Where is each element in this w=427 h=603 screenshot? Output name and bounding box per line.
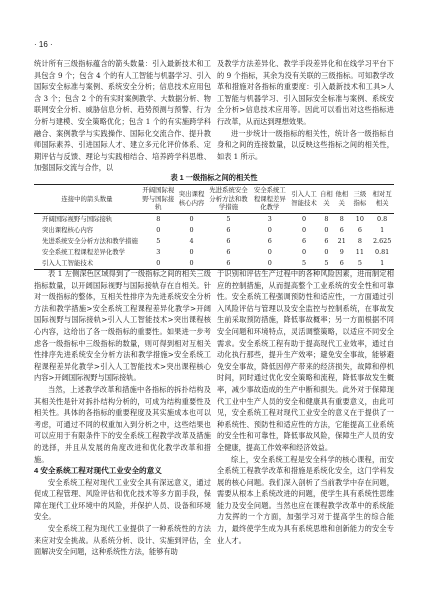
- table-cell: 8: [324, 215, 329, 224]
- table-corner-header: 连接中的箭头数量: [61, 194, 113, 203]
- paragraph: 及教学方法差异化、教学手段差异化和在线学习平台下的 9 个指标，其余为没有关联的三级指标。可知教学改革和措施对各指标的重要度：引入最新技术和工具>人工智能与机器学习、引入国际安全标准与案例、系统安全分析>信息技术应用等。因此可以看出对这些指标进行改革，从而达到理想效果。: [217, 59, 394, 126]
- section-heading: 4 安全系统工程对现代工业安全的意义: [34, 466, 162, 476]
- paragraph: 进一步统计一级指标的相关性，统计各一级指标自身和之间的连接数量，以反映这些指标之间的相关性，如表 1 所示。: [217, 128, 394, 161]
- bottom-left-column: [34, 268, 211, 558]
- table-cell: 1: [380, 226, 385, 235]
- table-cell: 0: [189, 259, 194, 268]
- top-right-column: [217, 58, 394, 162]
- paragraph: 安全系统工程为现代工业提供了一种系统性的方法来应对安全挑战。从系统分析、设计、实施到评估，全面解决安全问题，这种系统性方法，能够有助: [34, 524, 211, 557]
- table-cell: 3: [267, 215, 272, 224]
- table-cell: 0: [156, 226, 161, 235]
- table-cell: 6: [324, 237, 329, 246]
- correlation-table: [34, 184, 394, 270]
- table-header-row: [34, 185, 394, 214]
- row-label: 先进系统安全分析方法和教学措施: [42, 237, 138, 246]
- top-left-column: [34, 58, 211, 174]
- table-cell: 0: [324, 226, 329, 235]
- table-cell: 5: [357, 259, 362, 268]
- table-cell: 0: [301, 248, 307, 257]
- column-header: 开阔国际视野与国际接轨: [142, 186, 175, 212]
- table-row: [34, 247, 394, 258]
- paragraph: 于识别和评估生产过程中的各种风险因素，进而制定相应的控制措施，从而提高整个工业系统的安全性和可靠性。安全系统工程强调预防性和适应性，一方面通过引入风险评估与管理以及安全监控与控制系统，在事故发生前采取预防措施，降低事故概率；另一方面根据不同安全问题和环境特点，灵活调整策略，以适应不同安全需求。安全系统工程有助于提高现代工业效率，通过自动化执行那些，提升生产效率；避免安全事故，能够避免安全事故，降低因停产带来的经济损失，故障和停机时间，同时通过优化安全策略和流程，降低事故发生概率，减少事故造成的生产中断和损失。此外对于保障现代工业中生产人员的安全和健康具有重要意义，由此可见，安全系统工程对现代工业安全的意义在于提供了一种系统性、预防性和适应性的方法，它能提高工业系统的安全性和可靠性，降低事故风险，保障生产人员的安全健康，提高工作效率和经济效益。: [217, 269, 394, 452]
- table-cell: 5: [156, 237, 161, 246]
- table-cell: 5: [301, 259, 307, 268]
- column-header: 先进系统安全分析方法和教学措施: [209, 186, 248, 212]
- paragraph: 表 1 左侧深色区域得到了一级指标之间的相关三级指标数量，以开阔国际视野与国际接轨存在自相关。针对一级指标的整体，互相关性排序为先进系统安全分析方法和教学措施>安全系统工程课程差异化教学>开阔国际视野与国际接轨>引入人工智能技术>突出课程核心内容，这给出了各一级指标的重要性。如果进一步考虑各一级指标中三级指标的数量，则可得到相对互相关性排序先进系统安全分析方法和教学措施>安全系统工程课程差异化教学>引入人工智能技术>突出课程核心内容>开阔国际视野与国际接轨。: [34, 269, 211, 383]
- table-cell: 11: [355, 248, 364, 257]
- table-cell: 6: [226, 237, 231, 246]
- row-label: 开阔国际视野与国际接轨: [42, 215, 113, 224]
- table-cell: 0: [267, 259, 272, 268]
- table-cell: 8: [339, 215, 344, 224]
- table-cell: 0: [189, 248, 194, 257]
- table-cell: 8: [156, 215, 161, 224]
- table-cell: 6: [226, 226, 231, 235]
- column-header: 引入人工智能技术: [291, 190, 317, 207]
- table-cell: 0: [156, 259, 161, 268]
- table-cell: 21: [337, 237, 346, 246]
- table-cell: 6: [267, 237, 272, 246]
- table-cell: 0: [324, 248, 329, 257]
- table-cell: 0.81: [375, 248, 390, 257]
- table-cell: 6: [339, 259, 344, 268]
- column-header: 自相关: [320, 190, 333, 207]
- table-cell: 0.8: [377, 215, 388, 224]
- table-cell: 5: [226, 215, 231, 224]
- table-row: [34, 214, 394, 226]
- column-header: 他相关: [335, 190, 349, 207]
- row-label: 引入人工智能技术: [42, 259, 94, 268]
- bottom-right-column: [217, 268, 394, 546]
- paragraph: 安全系统工程对现代工业安全具有深远意义，通过促成工程管理、风险评估和优化技术等多方面手段，保障在现代工业环境中的风险，并保护人员、设备和环境安全。: [34, 477, 211, 522]
- table-cell: 6: [357, 226, 362, 235]
- table-cell: 0: [189, 215, 194, 224]
- table-row: [34, 225, 394, 236]
- column-header: 相对互相关: [372, 190, 392, 207]
- row-label: 安全系统工程课程差异化教学: [42, 248, 126, 257]
- column-header: 三级指标: [353, 190, 367, 207]
- table-cell: 1: [380, 259, 385, 268]
- table-cell: 0: [267, 248, 272, 257]
- table-cell: 0: [189, 226, 194, 235]
- paragraph: 综上，安全系统工程是安全科学的核心课程，而安全系统工程教学改革和措施是系统化安全，这门学科发展的核心问题。我们深入剖析了当前教学中存在问题，需要从根本上系统改进的问题，使学生具有系统性思维能力及安全问题。当然也应在课程教学改革中的系统能力发挥的一个方面，加强学习对于提高学生的综合能力，最终使学生成为具有系统思维和创新能力的安全专业人才。: [217, 454, 394, 545]
- table-cell: 0: [267, 226, 272, 235]
- table-cell: 5: [324, 259, 329, 268]
- table-title: 表 1 一级指标之间的相关性: [170, 173, 258, 182]
- page-number: · 16 ·: [34, 40, 53, 49]
- table-cell: 0: [301, 215, 307, 224]
- table-cell: 0: [301, 226, 307, 235]
- paragraph: 统计所有三级指标蕴含的箭头数量：引入最新技术和工具包含 9 个；包含 4 个的有人工智能与机器学习、引入国际安全标准与案例、系统安全分析；信息技术应用包含 3 个；包含 2 个的有实时案例教学、大数据分析、物联网安全分析、威胁信息分析、趋势预测与预警、行为分析与建模、安全策略优化；包含 1 个的有实施跨学科融合、案例教学与实践操作、国际化交流合作、提升教师国际素养、引进国际人才、建立多元化评价体系、定期评估与反馈、理论与实践相结合、培养跨学科思维、加强国际交流与合作，以: [34, 59, 211, 173]
- table-cell: 2.625: [372, 237, 392, 246]
- table-cell: 8: [357, 237, 362, 246]
- column-header: 安全系统工程课程差异化教学: [253, 186, 286, 212]
- table-cell: 3: [156, 248, 161, 257]
- table-row: [34, 236, 394, 247]
- column-header: 突出课程核心内容: [178, 190, 205, 207]
- paragraph: 当然，上述教学改革和措施中各指标的拆扑结构及其相关性是针对拆扑结构分析的，可成为结构重要性及相关性。具体的各指标的重要程度及其实施成本也可以考虑，可通过不同的权重加入到分析之中，这些结果也可以应用于有限条件下的安全系统工程教学改革及措施的选择，并且从发展的角度改进和优化教学改革和措施。: [34, 384, 211, 464]
- table-cell: 10: [355, 215, 364, 224]
- table-cell: 6: [339, 226, 344, 235]
- table-cell: 6: [226, 248, 231, 257]
- row-label: 突出课程核心内容: [42, 226, 94, 235]
- table-cell: 4: [189, 237, 194, 246]
- table-cell: 6: [226, 259, 231, 268]
- table-cell: 6: [301, 237, 307, 246]
- table-cell: 9: [339, 248, 344, 257]
